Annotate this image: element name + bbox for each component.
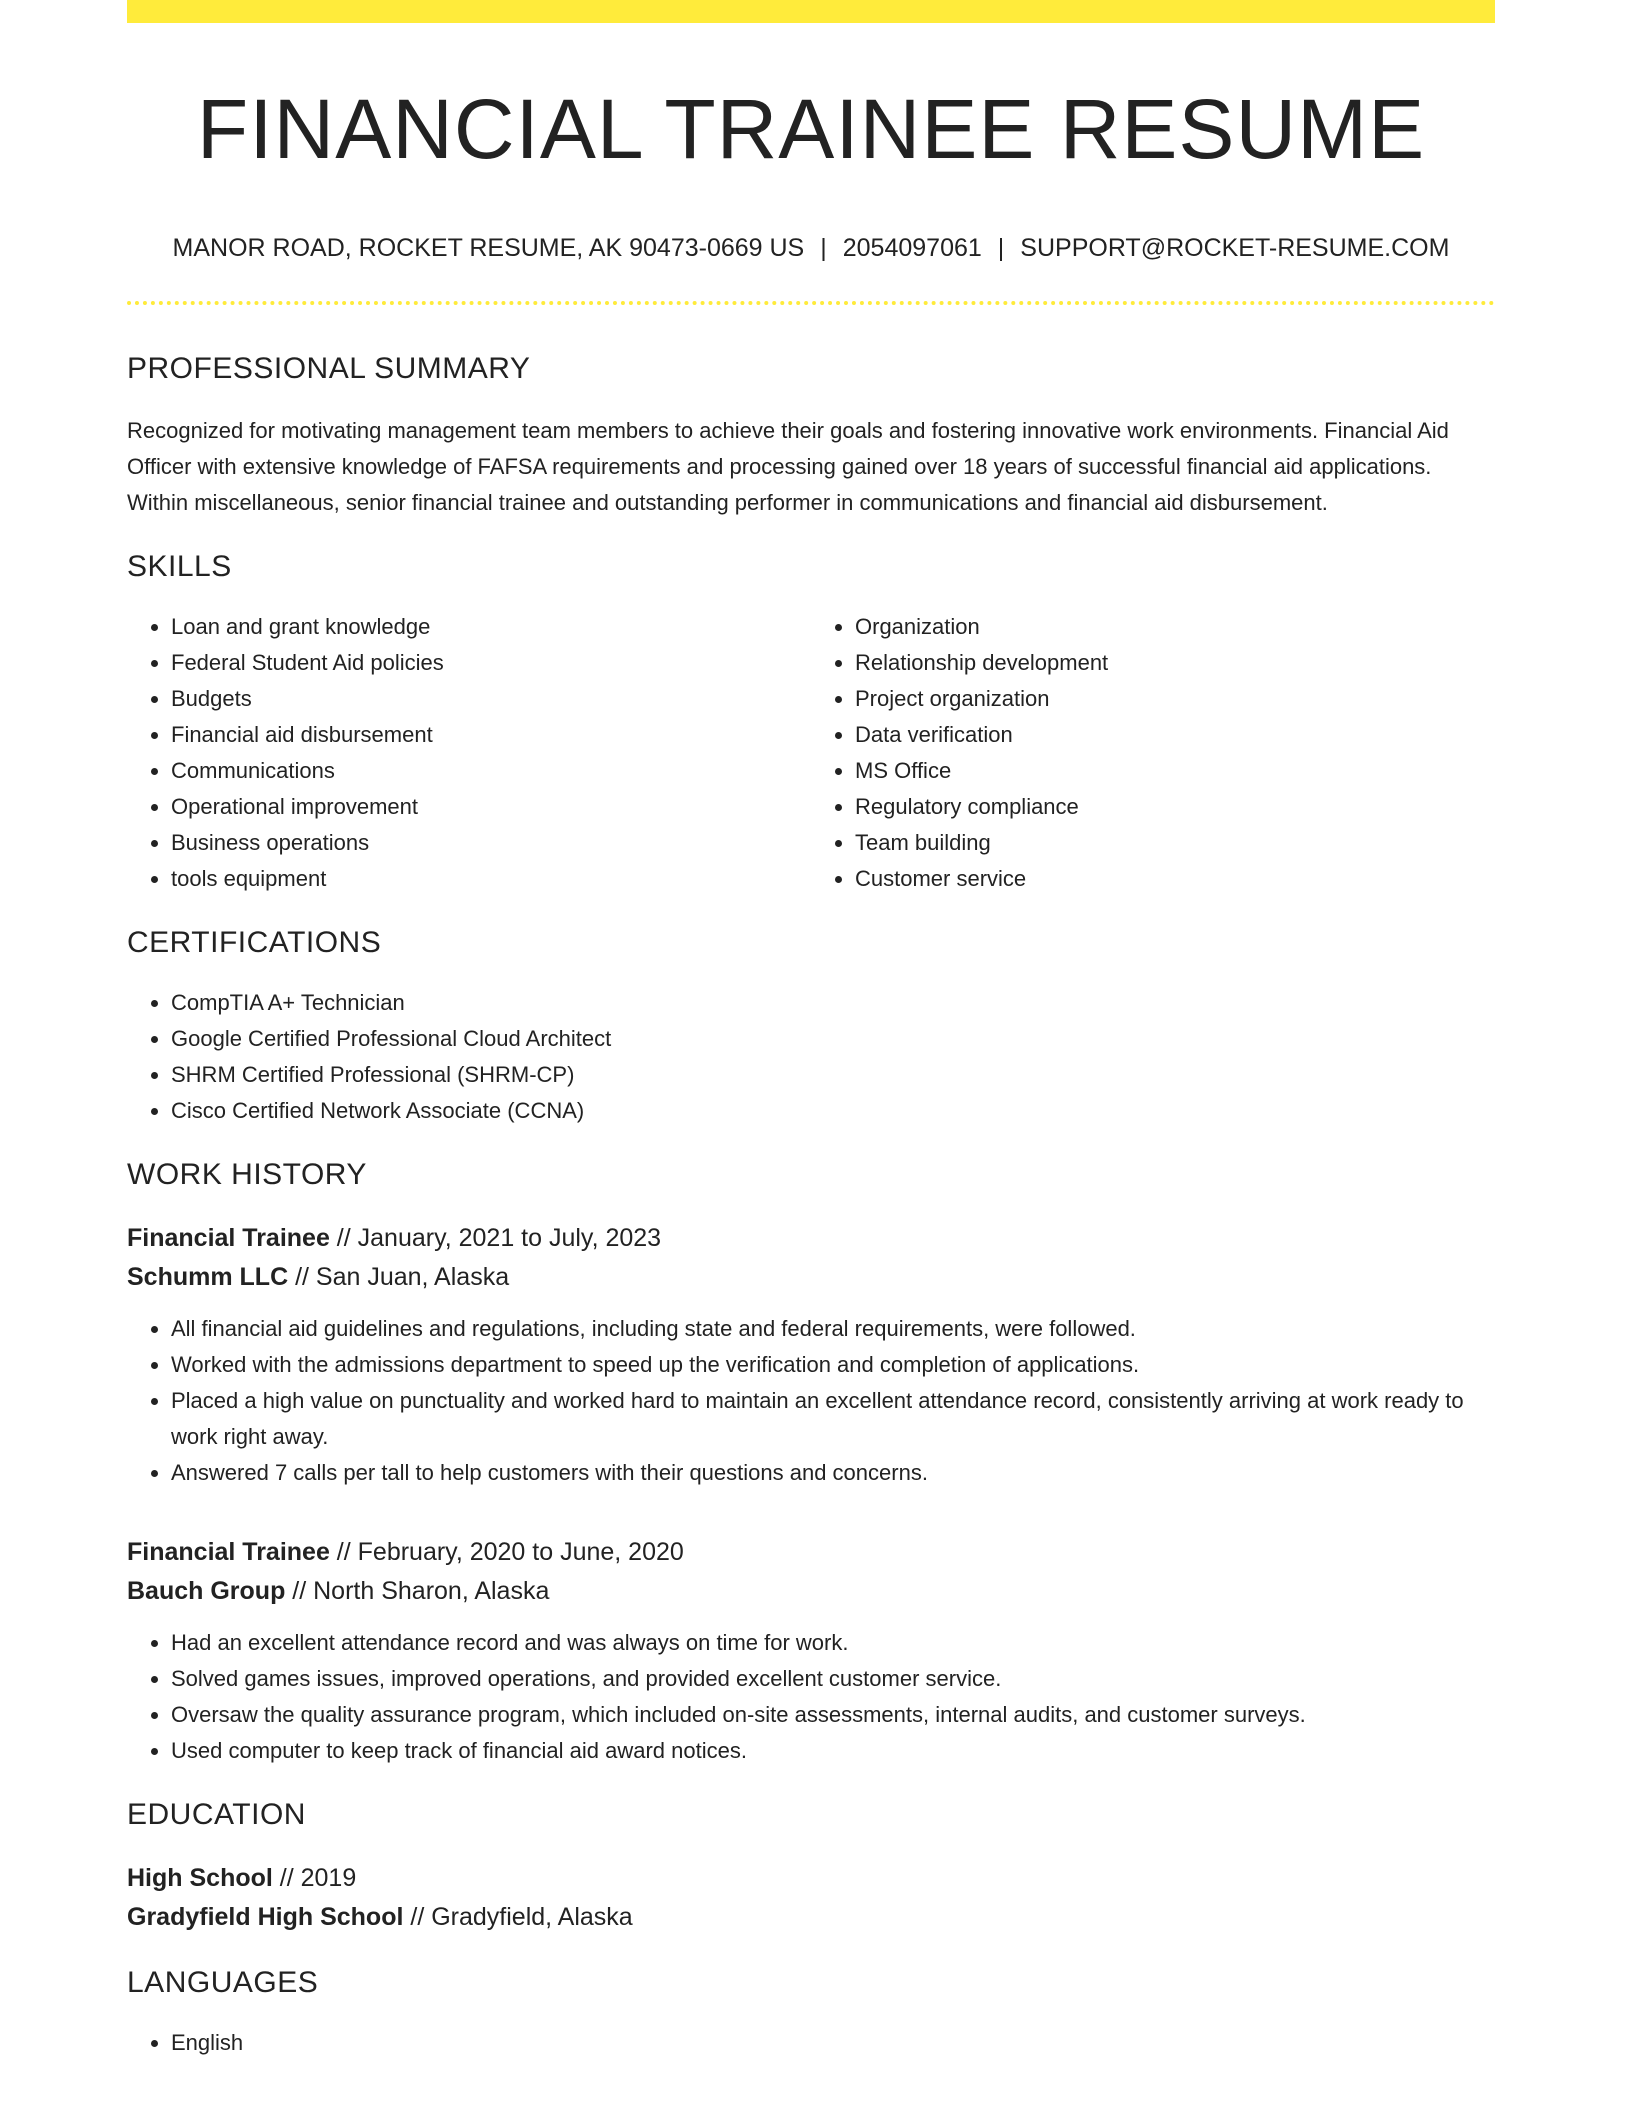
skill-item: • Operational improvement — [171, 789, 811, 825]
summary-section — [127, 351, 1495, 521]
dotted-divider — [127, 301, 1495, 305]
skill-item: • Regulatory compliance — [855, 789, 1495, 825]
resume-title: FINANCIAL TRAINEE RESUME — [196, 82, 1426, 176]
section-heading-education: EDUCATION — [127, 1798, 306, 1832]
summary-text: Recognized for motivating management team members to achieve their goals and fostering innovative work environments. Financial Aid Officer with extensive knowledge of FAFSA requirements and processing gained over 18 years of successful financial aid applications. Within miscellaneous, senior financial trainee and outstanding performer in communications and financial aid disbursement. — [127, 418, 1449, 516]
contact-separator: | — [820, 234, 827, 263]
languages-list — [127, 2025, 1495, 2061]
section-heading-skills: SKILLS — [127, 550, 232, 584]
contact-phone: 2054097061 — [842, 234, 982, 263]
work-history-section — [127, 1157, 1495, 1769]
education-year: // 2019 — [272, 1864, 357, 1893]
job-bullet: • Had an excellent attendance record and was always on time for work. — [171, 1625, 1495, 1661]
education-school-line — [127, 1898, 1495, 1937]
education-section — [127, 1797, 1495, 1937]
skill-item: • MS Office — [855, 753, 1495, 789]
education-entry — [127, 1859, 1495, 1937]
certification-item: • Google Certified Professional Cloud Architect — [171, 1021, 1495, 1057]
section-heading-languages: LANGUAGES — [127, 1966, 319, 2000]
job-company: Schumm LLC — [127, 1263, 289, 1292]
job-dates: // February, 2020 to June, 2020 — [329, 1538, 684, 1567]
skill-item: • Organization — [855, 609, 1495, 645]
job-location: // North Sharon, Alaska — [285, 1577, 550, 1606]
job-entry — [127, 1219, 1495, 1491]
certifications-list — [127, 985, 1495, 1129]
skill-item: • Federal Student Aid policies — [171, 645, 811, 681]
job-bullet: • All financial aid guidelines and regulations, including state and federal requirements, were followed. — [171, 1311, 1495, 1347]
skill-item: • Communications — [171, 753, 811, 789]
languages-section — [127, 1965, 1495, 2061]
contact-separator: | — [997, 234, 1005, 263]
job-bullet: • Solved games issues, improved operations, and provided excellent customer service. — [171, 1661, 1495, 1697]
skills-list-right — [811, 609, 1495, 897]
job-company-line — [127, 1258, 1495, 1297]
accent-bar — [127, 0, 1495, 23]
job-bullet: • Worked with the admissions department to speed up the verification and completion of applications. — [171, 1347, 1495, 1383]
job-company-line — [127, 1572, 1495, 1611]
certification-item: • Cisco Certified Network Associate (CCNA) — [171, 1093, 1495, 1129]
skill-item: • Business operations — [171, 825, 811, 861]
section-heading-summary: PROFESSIONAL SUMMARY — [127, 352, 531, 386]
contact-line — [127, 233, 1495, 263]
job-dates: // January, 2021 to July, 2023 — [329, 1224, 662, 1253]
education-school: Gradyfield High School — [127, 1903, 404, 1932]
job-bullet: • Oversaw the quality assurance program, which included on-site assessments, internal audits, and customer surveys. — [171, 1697, 1495, 1733]
skills-grid — [127, 609, 1495, 897]
section-heading-certifications: CERTIFICATIONS — [127, 926, 382, 960]
education-location: // Gradyfield, Alaska — [403, 1903, 633, 1932]
job-title-line — [127, 1533, 1495, 1572]
job-title-line — [127, 1219, 1495, 1258]
job-bullet: • Answered 7 calls per tall to help customers with their questions and concerns. — [171, 1455, 1495, 1491]
job-bullets — [127, 1311, 1495, 1491]
contact-address: MANOR ROAD, ROCKET RESUME, AK 90473-0669 US — [172, 234, 805, 263]
skill-item: • tools equipment — [171, 861, 811, 897]
skill-item: • Loan and grant knowledge — [171, 609, 811, 645]
contact-email: SUPPORT@ROCKET-RESUME.COM — [1020, 234, 1450, 263]
skill-item: • Customer service — [855, 861, 1495, 897]
skill-item: • Team building — [855, 825, 1495, 861]
job-bullet: • Placed a high value on punctuality and worked hard to maintain an excellent attendance record, consistently arriving at work ready to work right away. — [171, 1383, 1495, 1455]
skill-item: • Project organization — [855, 681, 1495, 717]
job-bullet: • Used computer to keep track of financial aid award notices. — [171, 1733, 1495, 1769]
education-degree: High School — [127, 1864, 273, 1893]
job-location: // San Juan, Alaska — [288, 1263, 510, 1292]
education-degree-line — [127, 1859, 1495, 1898]
skill-item: • Data verification — [855, 717, 1495, 753]
skill-item: • Relationship development — [855, 645, 1495, 681]
job-company: Bauch Group — [127, 1577, 286, 1606]
job-title: Financial Trainee — [127, 1224, 330, 1253]
skill-item: • Financial aid disbursement — [171, 717, 811, 753]
language-item: • English — [171, 2025, 1495, 2061]
job-entry — [127, 1533, 1495, 1769]
skills-list-left — [127, 609, 811, 897]
certifications-section — [127, 925, 1495, 1129]
section-heading-work-history: WORK HISTORY — [127, 1158, 367, 1192]
resume-page — [127, 0, 1495, 2061]
skill-item: • Budgets — [171, 681, 811, 717]
certification-item: • SHRM Certified Professional (SHRM-CP) — [171, 1057, 1495, 1093]
job-title: Financial Trainee — [127, 1538, 330, 1567]
job-bullets — [127, 1625, 1495, 1769]
skills-section — [127, 549, 1495, 897]
certification-item: • CompTIA A+ Technician — [171, 985, 1495, 1021]
